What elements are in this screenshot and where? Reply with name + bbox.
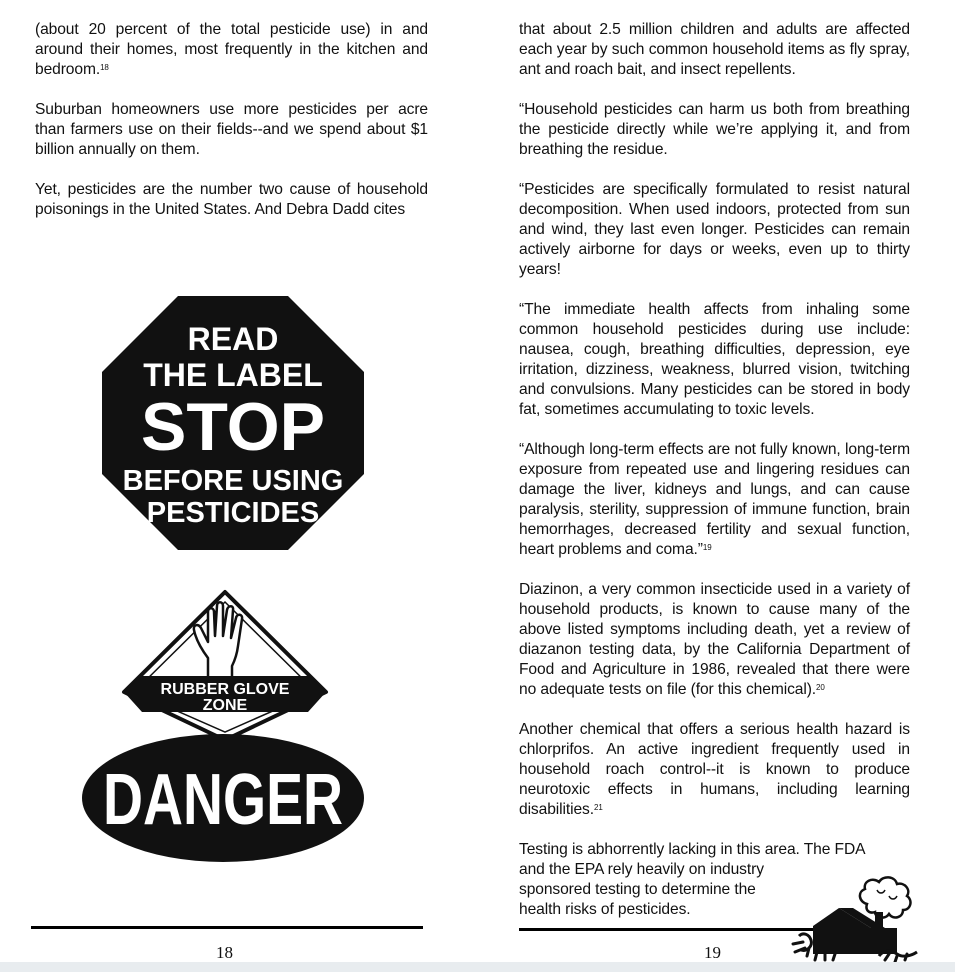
stop-sign-line-the-label: THE LABEL — [143, 357, 323, 393]
right-page — [478, 0, 955, 972]
paragraph: that about 2.5 million children and adults are affected each year by such common household items as fly spray, ant and roach bait, and insect repellents. — [519, 21, 910, 78]
paragraph: “Although long-term effects are not fully known, long-term exposure from repeated use and lingering residues can damage the liver, kidneys and lungs, and can cause paralysis, sterility, suppression of immune function, brain hemorrhages, decreased fertility and sexual function, heart problems and coma.”$^{19}$ — [519, 441, 910, 558]
stop-sign-line-pesticides: PESTICIDES — [146, 497, 320, 529]
paragraph-last: Testing is abhorrently lacking in this area. The FDA and the EPA rely heavily on industry sponsored testing to determine the health risks of pesticides. — [519, 841, 866, 918]
stop-sign-line-before-using: BEFORE USING — [122, 465, 344, 497]
left-page-text — [35, 20, 428, 240]
rubber-glove-danger-graphic — [80, 588, 370, 868]
paragraph: “The immediate health affects from inhaling some common household pesticides during use include: nausea, cough, breathing difficulties, depression, eye irritation, dizziness, weakness, blurred vision, twitching and convulsions. Many pesticides can be stored in body fat, sometimes accumulating to toxic levels. — [519, 301, 910, 418]
paragraph: “Household pesticides can harm us both from breathing the pesticide directly while we’re applying it, and from breathing the residue. — [519, 101, 910, 158]
page-number: 19 — [704, 943, 721, 962]
paragraph: Suburban homeowners use more pesticides per acre than farmers use on their fields--and we spend about $1 billion annually on them. — [35, 101, 428, 158]
glove-sign-line-zone: ZONE — [202, 697, 248, 714]
scan-bottom-edge — [0, 962, 955, 972]
footnote-ref: 20 — [816, 683, 825, 692]
stop-sign-line-read: READ — [187, 321, 279, 357]
footnote-ref: 18 — [100, 63, 109, 72]
page-footer-rule — [519, 928, 819, 931]
paragraph: Yet, pesticides are the number two cause of household poisonings in the United States. And Debra Dadd cites — [35, 181, 428, 218]
footnote-ref: 19 — [702, 543, 712, 552]
stop-sign-line-stop: STOP — [141, 389, 325, 465]
paragraph: Diazinon, a very common insecticide used in a variety of household products, is known to cause many of the above listed symptoms including death, yet a review of diazanon testing data, by the California Department of Food and Agriculture in 1986, revealed that there were no adequate tests on file (for this chemical).$^{20}$ — [519, 581, 910, 698]
glove-sign-line-rubber-glove: RUBBER GLOVE — [160, 681, 290, 698]
stop-sign-graphic — [100, 294, 366, 552]
right-page-text — [519, 20, 910, 940]
page-number: 18 — [216, 943, 233, 962]
paragraph: Another chemical that offers a serious health hazard is chlorprifos. An active ingredient frequently used in household roach control--it is known to produce neurotoxic effects in humans, including learning disabilities.$^{21}$ — [519, 721, 910, 818]
page-footer-rule — [31, 926, 423, 929]
footnote-ref: 21 — [593, 803, 603, 812]
paragraph: “Pesticides are specifically formulated to resist natural decomposition. When used indoors, protected from sun and wind, they last even longer. Pesticides can remain actively airborne for days or weeks, even up to thirty years! — [519, 181, 910, 278]
paragraph: (about 20 percent of the total pesticide use) in and around their homes, most frequently in the kitchen and bedroom.$^{18}$ — [35, 21, 428, 78]
house-smoke-illustration-icon — [793, 874, 933, 964]
glove-sign-line-danger: DANGER — [103, 760, 343, 840]
